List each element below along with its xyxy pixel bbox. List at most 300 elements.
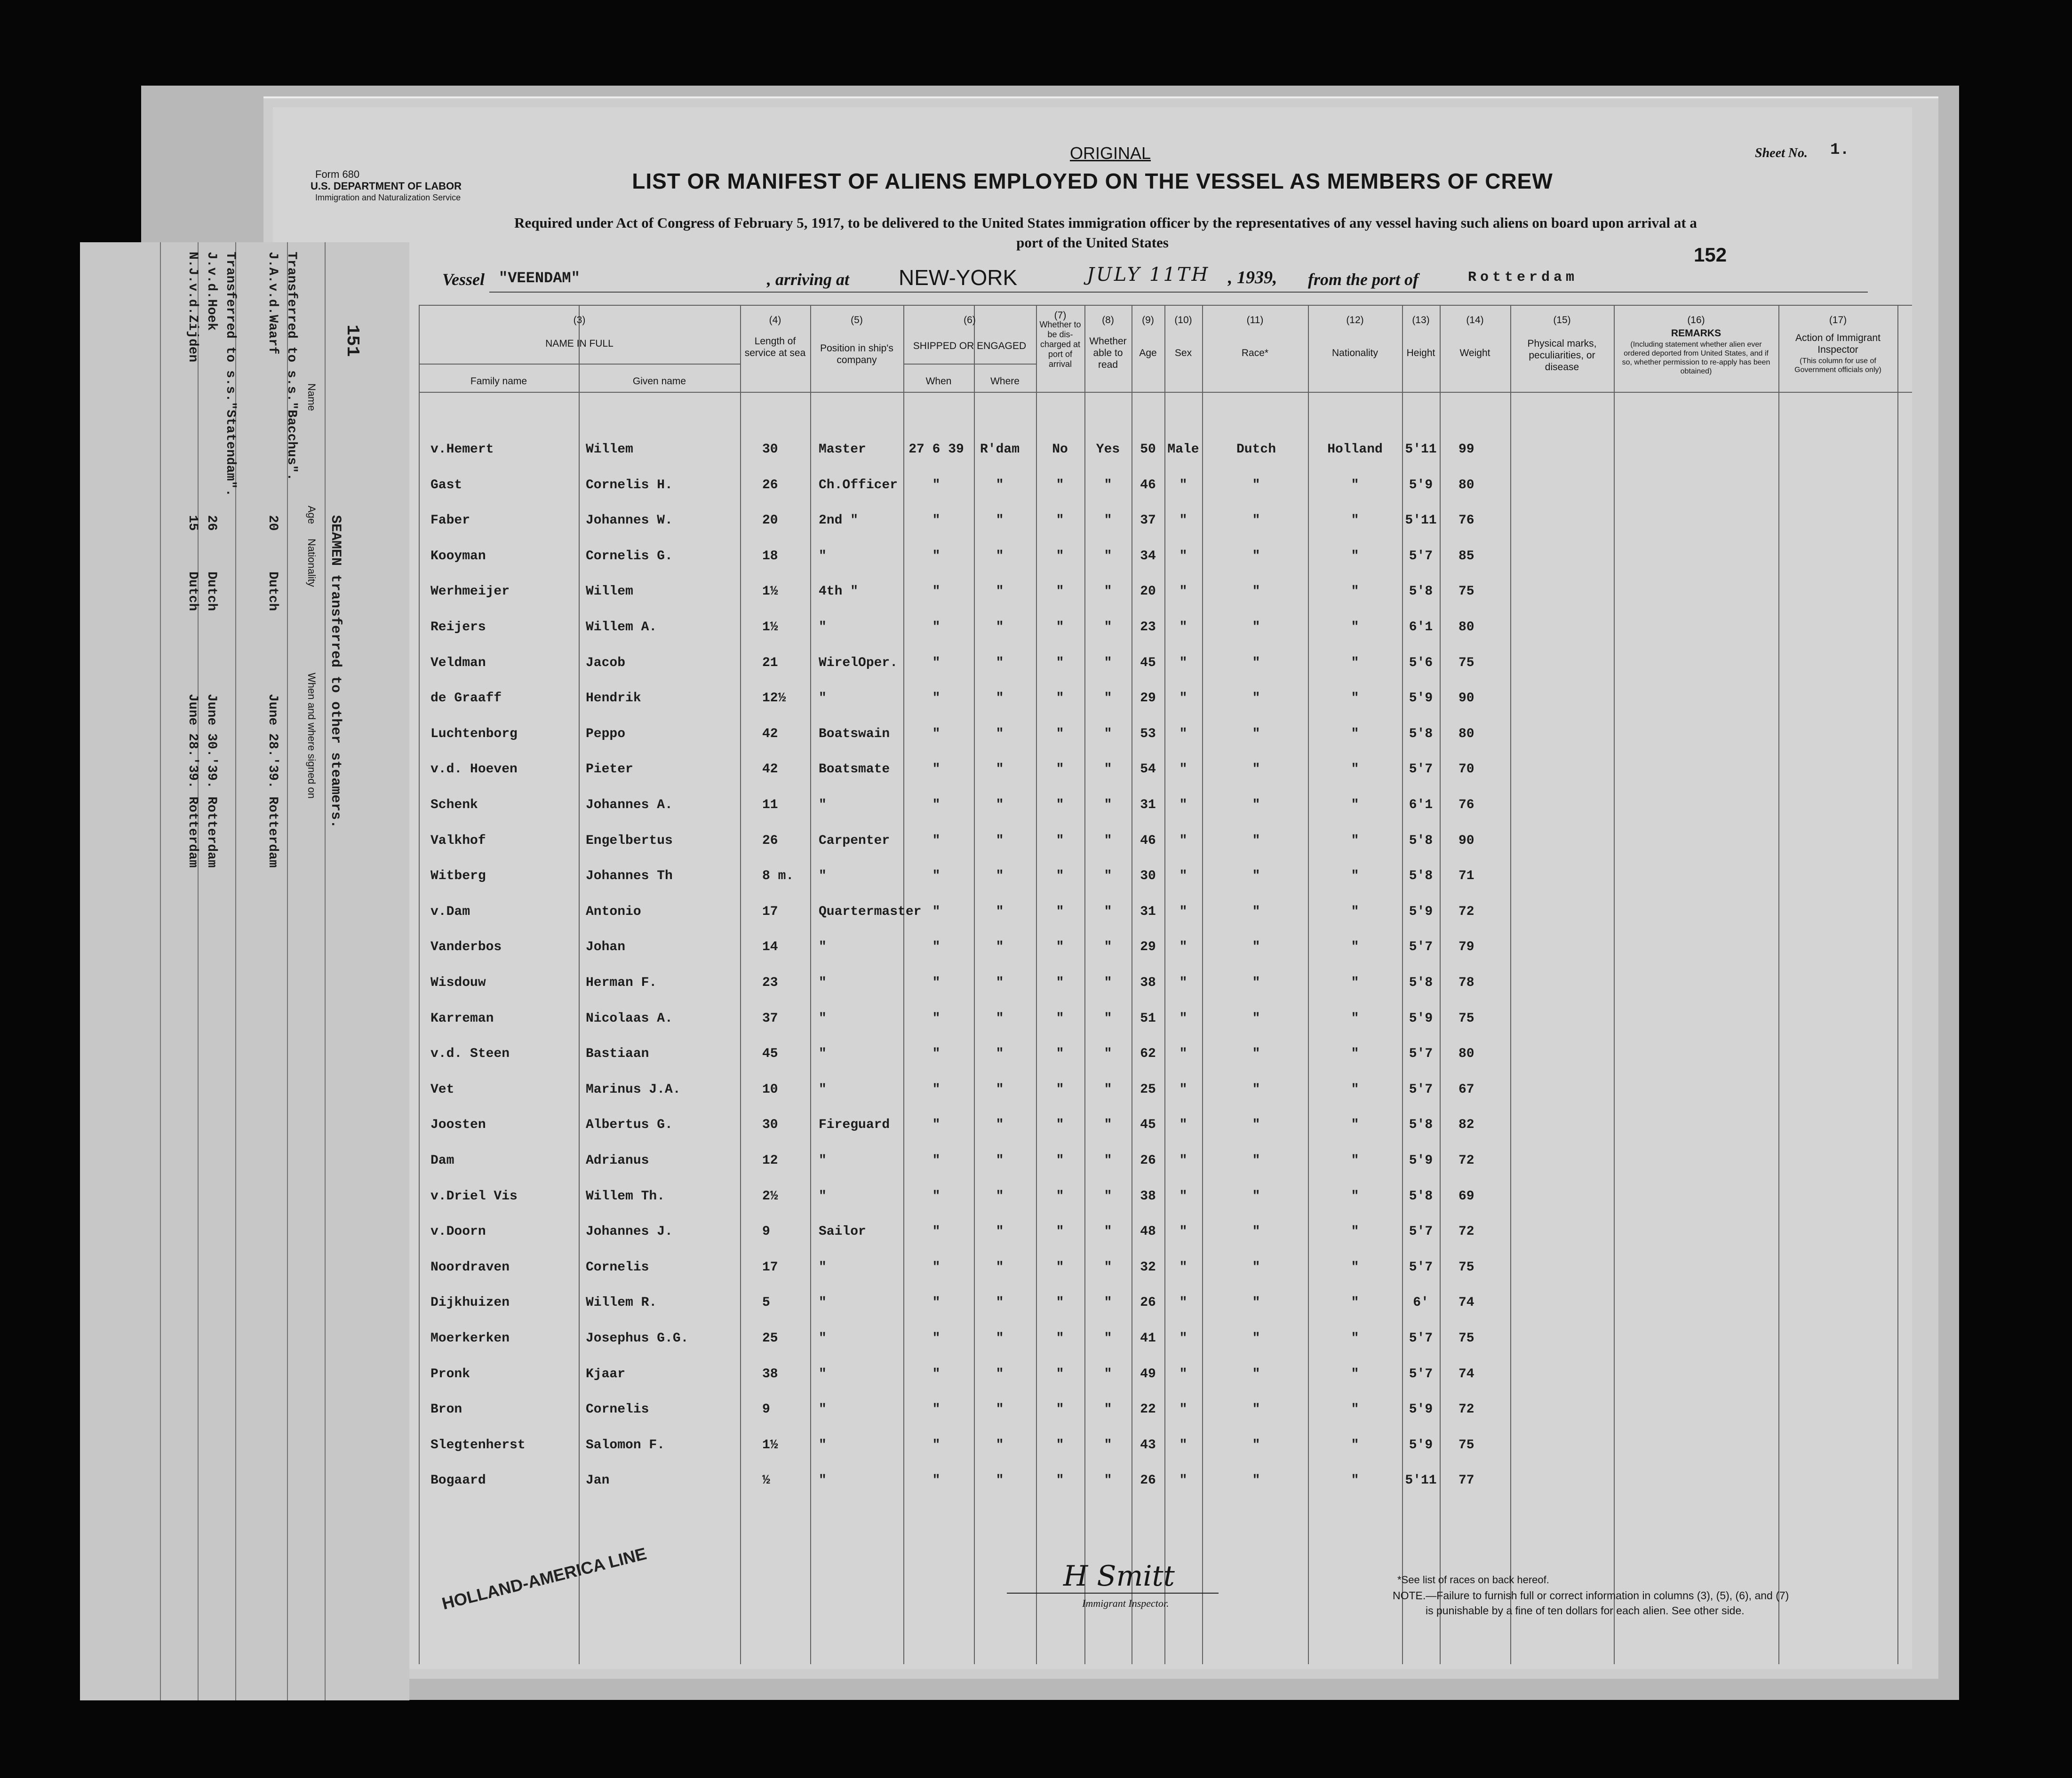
cell-service-length: 5 [762, 1295, 770, 1310]
cell-given-name: Adrianus [586, 1153, 649, 1168]
cell-shipped-where: " [996, 1118, 1004, 1133]
cell-service-length: 26 [762, 833, 778, 848]
cell-race: " [1252, 762, 1260, 777]
cell-nationality: " [1351, 833, 1359, 848]
cell-family-name: Gast [430, 477, 462, 492]
cell-position: " [819, 548, 827, 564]
cell-given-name: Kjaar [586, 1366, 626, 1381]
cell-service-length: 30 [762, 1118, 778, 1133]
cell-weight: 80 [1458, 1047, 1474, 1062]
cell-nationality: " [1351, 904, 1359, 919]
cell-position: " [819, 1047, 827, 1062]
transfer-stub [80, 242, 409, 1700]
table-row [273, 1224, 1912, 1260]
cell-age: 20 [1140, 584, 1156, 599]
cell-able-to-read: " [1104, 1473, 1112, 1488]
col-weight: Weight [1459, 348, 1490, 358]
cell-sex: " [1179, 477, 1187, 492]
cell-height: 5'8 [1409, 976, 1433, 990]
cell-sex: " [1179, 1047, 1187, 1062]
cell-nationality: " [1351, 584, 1359, 599]
cell-height: 5'7 [1409, 1366, 1433, 1381]
cell-service-length: 14 [762, 940, 778, 955]
cell-shipped-when: " [932, 620, 940, 635]
from-port-label: from the port of [1308, 270, 1419, 289]
cell-family-name: Karreman [430, 1011, 494, 1026]
service: Immigration and Naturalization Service [315, 193, 461, 202]
col-num-13: (13) [1412, 315, 1430, 325]
cell-given-name: Nicolaas A. [586, 1011, 673, 1026]
cell-nationality: " [1351, 513, 1359, 528]
stub-row1-age: 20 [265, 515, 280, 531]
cell-given-name: Johannes Th [586, 869, 673, 884]
cell-position: Boatsmate [819, 762, 890, 777]
cell-given-name: Antonio [586, 904, 641, 919]
cell-family-name: v.Dam [430, 904, 470, 919]
cell-service-length: 1½ [762, 584, 778, 599]
cell-sex: " [1179, 548, 1187, 564]
col-position: Position in ship's company [820, 343, 893, 365]
col-num-8: (8) [1102, 315, 1114, 325]
col-num-5: (5) [851, 315, 863, 325]
cell-family-name: Kooyman [430, 548, 486, 564]
cell-position: " [819, 1295, 827, 1310]
cell-service-length: 18 [762, 548, 778, 564]
cell-age: 29 [1140, 940, 1156, 955]
cell-shipped-where: " [996, 620, 1004, 635]
cell-position: " [819, 1153, 827, 1168]
cell-given-name: Willem Th. [586, 1189, 665, 1204]
table-row [273, 549, 1912, 585]
cell-nationality: " [1351, 726, 1359, 741]
cell-race: " [1252, 904, 1260, 919]
cell-family-name: Schenk [430, 798, 478, 812]
stub-transfer-1: Transferred to s.s."Bacchus". [284, 252, 299, 481]
vessel-name: "VEENDAM" [499, 270, 580, 287]
cell-sex: " [1179, 762, 1187, 777]
cell-race: " [1252, 1295, 1260, 1310]
cell-position: " [819, 1331, 827, 1346]
cell-able-to-read: " [1104, 1402, 1112, 1417]
arrival-date: JULY 11TH [1087, 264, 1210, 286]
cell-given-name: Engelbertus [586, 833, 673, 848]
cell-shipped-where: " [996, 655, 1004, 670]
inspector-label: Immigrant Inspector. [1082, 1597, 1169, 1609]
col-nationality: Nationality [1331, 348, 1379, 358]
col-age: Age [1139, 348, 1157, 358]
cell-family-name: de Graaff [430, 691, 502, 706]
cell-race: " [1252, 477, 1260, 492]
cell-sex: " [1179, 1260, 1187, 1275]
cell-nationality: Holland [1327, 442, 1383, 457]
cell-weight: 82 [1458, 1118, 1474, 1133]
cell-able-to-read: " [1104, 655, 1112, 670]
cell-discharged: No [1052, 442, 1068, 457]
stub-row2-age: 26 [204, 515, 219, 531]
cell-height: 5'8 [1409, 1118, 1433, 1133]
table-row [273, 1189, 1912, 1225]
cell-age: 50 [1140, 442, 1156, 457]
cell-service-length: 42 [762, 726, 778, 741]
cell-weight: 85 [1458, 548, 1474, 564]
cell-age: 31 [1140, 798, 1156, 812]
cell-age: 26 [1140, 1473, 1156, 1488]
cell-age: 38 [1140, 1189, 1156, 1204]
cell-family-name: v.Hemert [430, 442, 494, 457]
cell-discharged: " [1056, 1011, 1064, 1026]
cell-age: 23 [1140, 620, 1156, 635]
cell-race: Dutch [1236, 442, 1276, 457]
cell-sex: " [1179, 1437, 1187, 1453]
cell-position: 2nd " [819, 513, 859, 528]
cell-able-to-read: " [1104, 1011, 1112, 1026]
cell-sex: " [1179, 1331, 1187, 1346]
cell-discharged: " [1056, 1118, 1064, 1133]
cell-given-name: Josephus G.G. [586, 1331, 689, 1346]
cell-race: " [1252, 1082, 1260, 1097]
col-num-3: (3) [573, 315, 586, 325]
cell-nationality: " [1351, 1224, 1359, 1239]
cell-shipped-when: " [932, 976, 940, 990]
cell-service-length: 37 [762, 1011, 778, 1026]
table-row [273, 620, 1912, 656]
cell-race: " [1252, 1260, 1260, 1275]
cell-weight: 75 [1458, 1331, 1474, 1346]
cell-position: " [819, 798, 827, 812]
stub-divider [198, 242, 199, 1700]
subtitle-line-1: Required under Act of Congress of February 5, 1917, to be delivered to the United States immigration officer by the representatives of any vessel having such aliens on board upon arrival at a [514, 214, 1697, 231]
cell-height: 5'7 [1409, 1047, 1433, 1062]
col-num-10: (10) [1174, 315, 1192, 325]
cell-given-name: Cornelis G. [586, 548, 673, 564]
cell-sex: " [1179, 1224, 1187, 1239]
cell-sex: " [1179, 833, 1187, 848]
cell-height: 5'9 [1409, 1402, 1433, 1417]
cell-weight: 80 [1458, 620, 1474, 635]
cell-discharged: " [1056, 976, 1064, 990]
cell-height: 6'1 [1409, 798, 1433, 812]
col-name-in-full: NAME IN FULL [545, 338, 614, 349]
cell-nationality: " [1351, 1473, 1359, 1488]
col-where: Where [990, 376, 1020, 387]
cell-position: " [819, 940, 827, 955]
cell-able-to-read: " [1104, 584, 1112, 599]
cell-height: 5'9 [1409, 1437, 1433, 1453]
cell-position: Fireguard [819, 1118, 890, 1133]
col-num-15: (15) [1553, 315, 1571, 325]
cell-race: " [1252, 691, 1260, 706]
cell-service-length: 25 [762, 1331, 778, 1346]
cell-shipped-when: " [932, 655, 940, 670]
cell-shipped-when: " [932, 1153, 940, 1168]
cell-shipped-when: " [932, 833, 940, 848]
cell-family-name: Faber [430, 513, 470, 528]
cell-able-to-read: " [1104, 1366, 1112, 1381]
table-row [273, 691, 1912, 727]
cell-weight: 79 [1458, 940, 1474, 955]
cell-family-name: v.d. Steen [430, 1047, 510, 1062]
cell-given-name: Peppo [586, 726, 626, 741]
cell-position: " [819, 1473, 827, 1488]
cell-discharged: " [1056, 1260, 1064, 1275]
cell-shipped-where: " [996, 1295, 1004, 1310]
cell-able-to-read: " [1104, 762, 1112, 777]
cell-weight: 90 [1458, 691, 1474, 706]
cell-nationality: " [1351, 1047, 1359, 1062]
cell-service-length: 17 [762, 1260, 778, 1275]
cell-shipped-where: " [996, 584, 1004, 599]
arriving-label: , arriving at [767, 270, 850, 289]
col-when: When [925, 376, 952, 387]
stub-divider [160, 242, 161, 1700]
cell-height: 5'9 [1409, 904, 1433, 919]
cell-shipped-where: " [996, 548, 1004, 564]
cell-height: 5'11 [1405, 442, 1437, 457]
cell-nationality: " [1351, 655, 1359, 670]
cell-height: 5'8 [1409, 833, 1433, 848]
cell-height: 5'9 [1409, 1011, 1433, 1026]
cell-discharged: " [1056, 1331, 1064, 1346]
cell-height: 5'8 [1409, 584, 1433, 599]
cell-race: " [1252, 1118, 1260, 1133]
cell-family-name: Pronk [430, 1366, 470, 1381]
cell-nationality: " [1351, 1437, 1359, 1453]
cell-shipped-where: " [996, 1260, 1004, 1275]
cell-family-name: Moerkerken [430, 1331, 510, 1346]
cell-shipped-where: " [996, 940, 1004, 955]
cell-able-to-read: " [1104, 1260, 1112, 1275]
cell-position: Ch.Officer [819, 477, 898, 492]
cell-shipped-where: " [996, 477, 1004, 492]
inspector-signature: H Smitt [1063, 1560, 1175, 1593]
cell-nationality: " [1351, 1260, 1359, 1275]
cell-shipped-where: " [996, 691, 1004, 706]
cell-position: " [819, 1402, 827, 1417]
cell-nationality: " [1351, 976, 1359, 990]
stub-row3-name: N.J.v.d.Zijden [185, 252, 200, 363]
cell-height: 5'7 [1409, 762, 1433, 777]
cell-discharged: " [1056, 1366, 1064, 1381]
cell-given-name: Willem R. [586, 1295, 657, 1310]
cell-service-length: 12½ [762, 691, 786, 706]
cell-shipped-when: " [932, 1118, 940, 1133]
cell-weight: 90 [1458, 833, 1474, 848]
cell-given-name: Jan [586, 1473, 610, 1488]
cell-height: 5'6 [1409, 655, 1433, 670]
fine-note-2: is punishable by a fine of ten dollars for each alien. See other side. [1426, 1604, 1745, 1617]
cell-sex: " [1179, 513, 1187, 528]
cell-family-name: v.d. Hoeven [430, 762, 518, 777]
cell-shipped-when: " [932, 940, 940, 955]
cell-height: 5'7 [1409, 940, 1433, 955]
table-row [273, 442, 1912, 478]
cell-nationality: " [1351, 869, 1359, 884]
cell-nationality: " [1351, 620, 1359, 635]
cell-weight: 76 [1458, 513, 1474, 528]
stub-col-name: Name [306, 383, 318, 411]
cell-position: " [819, 691, 827, 706]
cell-shipped-when: " [932, 477, 940, 492]
cell-height: 5'7 [1409, 1082, 1433, 1097]
cell-age: 45 [1140, 655, 1156, 670]
col-read: Whether able to read [1089, 336, 1127, 370]
cell-given-name: Albertus G. [586, 1118, 673, 1133]
cell-shipped-where: R'dam [980, 442, 1020, 457]
cell-service-length: 42 [762, 762, 778, 777]
cell-family-name: Veldman [430, 655, 486, 670]
cell-sex: " [1179, 976, 1187, 990]
cell-shipped-where: " [996, 513, 1004, 528]
page-number: 152 [1694, 244, 1727, 266]
cell-sex: " [1179, 726, 1187, 741]
cell-service-length: 1½ [762, 1437, 778, 1453]
col-action-note: (This column for use of Government officials only) [1794, 357, 1881, 374]
cell-height: 5'11 [1405, 513, 1437, 528]
cell-shipped-where: " [996, 1473, 1004, 1488]
table-row [273, 940, 1912, 976]
cell-family-name: Valkhof [430, 833, 486, 848]
cell-age: 30 [1140, 869, 1156, 884]
cell-family-name: Luchtenborg [430, 726, 518, 741]
table-row [273, 1438, 1912, 1474]
cell-position: " [819, 1011, 827, 1026]
cell-sex: " [1179, 1473, 1187, 1488]
cell-shipped-where: " [996, 762, 1004, 777]
cell-able-to-read: " [1104, 1047, 1112, 1062]
cell-able-to-read: Yes [1096, 442, 1120, 457]
col-remarks-note: (Including statement whether alien ever ordered deported from United States, and if so, whether permission to re-apply has been obtained) [1622, 341, 1770, 375]
cell-family-name: Slegtenherst [430, 1437, 526, 1453]
cell-sex: " [1179, 1366, 1187, 1381]
table-row [273, 1295, 1912, 1331]
cell-weight: 80 [1458, 477, 1474, 492]
cell-nationality: " [1351, 477, 1359, 492]
cell-service-length: 38 [762, 1366, 778, 1381]
cell-discharged: " [1056, 691, 1064, 706]
cell-position: " [819, 1189, 827, 1204]
table-row [273, 727, 1912, 762]
stub-col-age: Age [306, 506, 318, 524]
table-row [273, 1011, 1912, 1047]
cell-position: 4th " [819, 584, 859, 599]
cell-nationality: " [1351, 1118, 1359, 1133]
cell-family-name: Dam [430, 1153, 454, 1168]
fine-note-1: NOTE.—Failure to furnish full or correct information in columns (3), (5), (6), and (7) [1393, 1589, 1789, 1602]
cell-age: 41 [1140, 1331, 1156, 1346]
cell-family-name: Wisdouw [430, 976, 486, 990]
cell-able-to-read: " [1104, 1224, 1112, 1239]
col-sex: Sex [1174, 348, 1192, 358]
col-num-7: (7) [1054, 310, 1067, 321]
cell-able-to-read: " [1104, 548, 1112, 564]
cell-given-name: Cornelis H. [586, 477, 673, 492]
table-row [273, 1260, 1912, 1296]
cell-height: 5'7 [1409, 1331, 1433, 1346]
cell-nationality: " [1351, 691, 1359, 706]
cell-given-name: Johan [586, 940, 626, 955]
cell-family-name: Bogaard [430, 1473, 486, 1488]
cell-race: " [1252, 1402, 1260, 1417]
cell-shipped-where: " [996, 1153, 1004, 1168]
cell-able-to-read: " [1104, 726, 1112, 741]
cell-family-name: Dijkhuizen [430, 1295, 510, 1310]
cell-able-to-read: " [1104, 691, 1112, 706]
cell-sex: " [1179, 869, 1187, 884]
cell-sex: " [1179, 620, 1187, 635]
stub-row3-signed: June 28.'39. Rotterdam [185, 694, 200, 868]
cell-family-name: Reijers [430, 620, 486, 635]
cell-discharged: " [1056, 1437, 1064, 1453]
cell-shipped-when: " [932, 1224, 940, 1239]
cell-sex: " [1179, 655, 1187, 670]
cell-height: 5'9 [1409, 691, 1433, 706]
col-num-17: (17) [1829, 315, 1847, 325]
stub-row2-signed: June 30.'39. Rotterdam [204, 694, 219, 868]
stub-row2-nationality: Dutch [204, 572, 219, 611]
cell-shipped-when: " [932, 1082, 940, 1097]
col-num-16: (16) [1687, 315, 1705, 325]
cell-weight: 75 [1458, 584, 1474, 599]
col-num-9: (9) [1142, 315, 1154, 325]
cell-position: WirelOper. [819, 655, 898, 670]
cell-position: " [819, 1082, 827, 1097]
col-num-14: (14) [1466, 315, 1484, 325]
col-discharged: Whether to be dis-charged at port of arrival [1039, 320, 1081, 369]
cell-family-name: v.Driel Vis [430, 1189, 518, 1204]
col-num-6: (6) [964, 315, 976, 325]
cell-service-length: 26 [762, 477, 778, 492]
cell-sex: " [1179, 1082, 1187, 1097]
cell-nationality: " [1351, 1153, 1359, 1168]
cell-able-to-read: " [1104, 513, 1112, 528]
cell-discharged: " [1056, 1473, 1064, 1488]
cell-family-name: Bron [430, 1402, 462, 1417]
col-num-4: (4) [769, 315, 781, 325]
cell-nationality: " [1351, 548, 1359, 564]
table-row [273, 478, 1912, 514]
cell-service-length: 30 [762, 442, 778, 457]
cell-service-length: 21 [762, 655, 778, 670]
cell-age: 62 [1140, 1047, 1156, 1062]
cell-sex: " [1179, 1011, 1187, 1026]
cell-nationality: " [1351, 1011, 1359, 1026]
cell-race: " [1252, 833, 1260, 848]
cell-shipped-where: " [996, 1082, 1004, 1097]
cell-service-length: 2½ [762, 1189, 778, 1204]
table-row [273, 1153, 1912, 1189]
cell-race: " [1252, 1011, 1260, 1026]
table-row [273, 1047, 1912, 1082]
cell-weight: 75 [1458, 655, 1474, 670]
cell-age: 43 [1140, 1437, 1156, 1453]
cell-shipped-when: " [932, 513, 940, 528]
stub-row1-nationality: Dutch [265, 572, 280, 611]
cell-service-length: 11 [762, 798, 778, 812]
cell-family-name: Noordraven [430, 1260, 510, 1275]
cell-discharged: " [1056, 1047, 1064, 1062]
cell-shipped-when: " [932, 1189, 940, 1204]
cell-shipped-where: " [996, 1331, 1004, 1346]
cell-race: " [1252, 1189, 1260, 1204]
cell-position: Boatswain [819, 726, 890, 741]
cell-shipped-when: " [932, 1011, 940, 1026]
cell-shipped-when: " [932, 548, 940, 564]
cell-nationality: " [1351, 940, 1359, 955]
cell-weight: 75 [1458, 1260, 1474, 1275]
cell-discharged: " [1056, 620, 1064, 635]
cell-race: " [1252, 548, 1260, 564]
cell-position: " [819, 869, 827, 884]
